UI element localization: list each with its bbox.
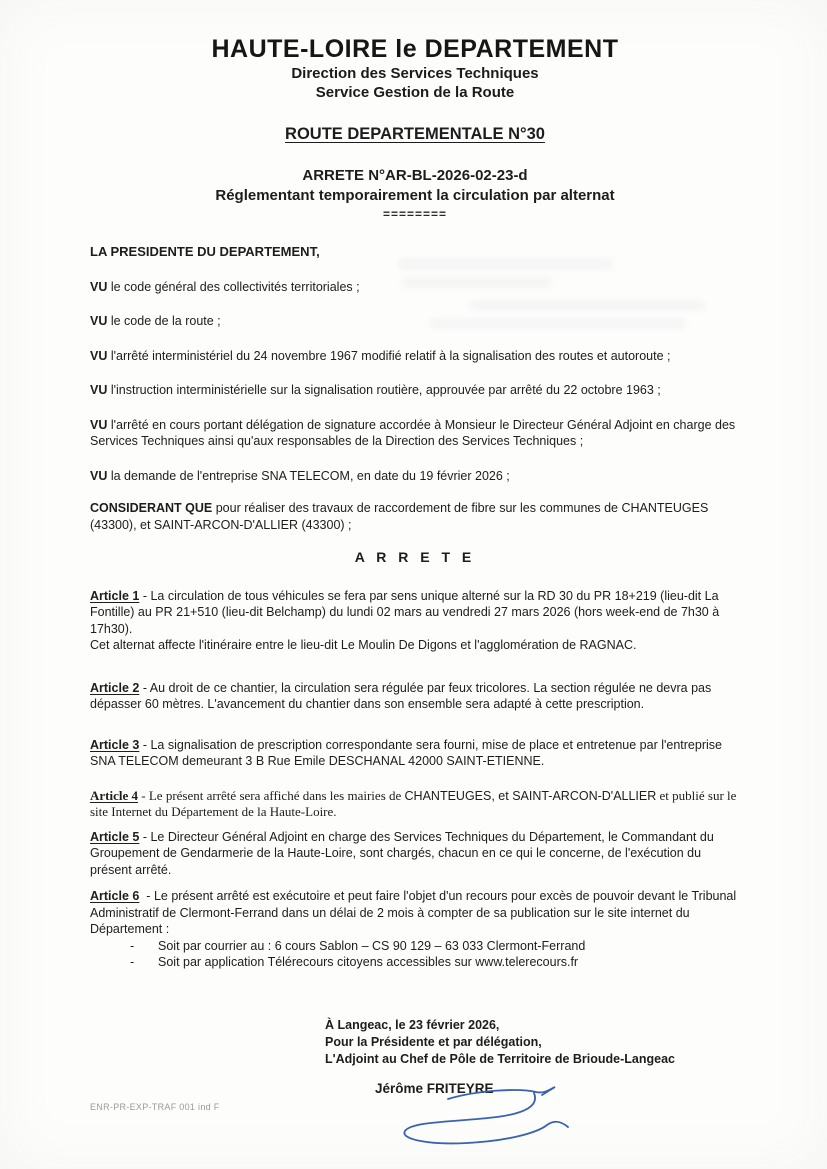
signatory-name: Jérôme FRITEYRE xyxy=(375,1080,494,1096)
vu-prefix: VU xyxy=(90,314,108,328)
article-1 xyxy=(90,588,740,638)
footer-reference: ENR-PR-EXP-TRAF 001 ind F xyxy=(90,1102,220,1112)
bullet-dash: - xyxy=(130,938,135,953)
article-6-label: Article 6 xyxy=(90,889,140,903)
article-4-label: Article 4 xyxy=(90,787,139,803)
article-separator: - xyxy=(142,680,147,695)
article-5 xyxy=(90,829,740,879)
recital-text: la demande de l'entreprise SNA TELECOM, en date du 19 février 2026 ; xyxy=(110,468,510,483)
signature-stroke-loop xyxy=(404,1093,568,1143)
recital-line xyxy=(90,382,740,399)
recital-text: l'instruction interministérielle sur la signalisation routière, approuvée par arrêté du 22 octobre 1963 ; xyxy=(110,383,661,397)
direction-line: Direction des Services Techniques xyxy=(291,65,539,82)
vu-prefix: VU xyxy=(90,383,108,397)
recourse-option-telerecours xyxy=(130,954,740,971)
vu-prefix: VU xyxy=(90,279,108,294)
considering-prefix: CONSIDERANT QUE xyxy=(90,501,213,515)
article-2-label: Article 2 xyxy=(90,680,140,695)
article-3-label: Article 3 xyxy=(90,737,140,752)
decree-number: ARRETE N°AR-BL-2026-02-23-d xyxy=(302,167,528,184)
article-separator: - xyxy=(142,829,147,844)
scan-bleed-artifact xyxy=(430,318,685,329)
article-separator: - xyxy=(141,787,146,803)
handwritten-signature-icon xyxy=(396,1084,574,1150)
delegation-line-2: L'Adjoint au Chef de Pôle de Territoire de Brioude-Langeac xyxy=(325,1051,676,1066)
article-4-text-end: et publié sur le site Internet du Département de la Haute-Loire. xyxy=(90,787,737,819)
decree-subject: Réglementant temporairement la circulation par alternat xyxy=(215,187,615,204)
article-1-continuation: Cet alternat affecte l'itinéraire entre le lieu-dit Le Moulin De Digons et l'agglomération de RAGNAC. xyxy=(90,638,637,652)
article-separator: - xyxy=(142,588,147,603)
article-4-text: Le présent arrêté sera affiché dans les mairies de xyxy=(148,787,405,803)
arrete-heading: A R R E T E xyxy=(354,549,476,565)
signature-stroke-top xyxy=(448,1087,555,1099)
article-4 xyxy=(90,788,740,821)
article-2 xyxy=(90,680,740,713)
article-1-label: Article 1 xyxy=(90,588,140,603)
delegation-line-1: Pour la Présidente et par délégation, xyxy=(325,1034,542,1049)
road-title: ROUTE DEPARTEMENTALE N°30 xyxy=(285,125,545,143)
scan-bleed-artifact xyxy=(470,300,705,311)
article-4-communes: CHANTEUGES, et SAINT-ARCON-D'ALLIER xyxy=(404,788,657,803)
recital-line xyxy=(90,348,740,365)
service-line: Service Gestion de la Route xyxy=(315,84,515,101)
article-2-text: Au droit de ce chantier, la circulation sera régulée par feux tricolores. La section régulée ne devra pas dépasser 60 mètres. L'avancement du chantier dans son ensemble sera adapté à cette prescription. xyxy=(90,680,712,711)
separator-line: ======== xyxy=(382,207,448,221)
recourse-option-mail xyxy=(130,938,740,955)
article-1-text: La circulation de tous véhicules se fera par sens unique alterné sur la RD 30 du PR 18+219 (lieu-dit La Fontille) au PR 21+510 (lieu-dit Belchamp) du lundi 02 mars au vendredi 27 mars 2026 (hors week-end de 7h30 à 17h30). xyxy=(90,588,720,636)
recourse-option-mail-text: Soit par courrier au : 6 cours Sablon – CS 90 129 – 63 033 Clermont-Ferrand xyxy=(158,938,586,953)
recourse-option-telerecours-text: Soit par application Télérecours citoyens accessibles sur www.telerecours.fr xyxy=(158,955,579,969)
recital-text: le code de la route ; xyxy=(110,314,221,328)
article-3-text: La signalisation de prescription correspondante sera fourni, mise de place et entretenue par l'entreprise SNA TELECOM demeurant 3 B Rue Emile DESCHANAL 42000 SAINT-ETIENNE. xyxy=(90,737,722,768)
recital-line xyxy=(90,417,740,450)
opening-line: LA PRESIDENTE DU DEPARTEMENT, xyxy=(90,244,320,259)
considering-text: pour réaliser des travaux de raccordement de fibre sur les communes de CHANTEUGES (43300), et SAINT-ARCON-D'ALLIER (43300) ; xyxy=(90,501,709,532)
scan-bleed-artifact xyxy=(402,277,552,288)
recital-line xyxy=(90,468,740,485)
place-date-line: À Langeac, le 23 février 2026, xyxy=(325,1017,500,1032)
article-3 xyxy=(90,737,740,770)
vu-prefix: VU xyxy=(90,348,108,363)
recital-text: l'arrêté interministériel du 24 novembre 1967 modifié relatif à la signalisation des routes et autoroute ; xyxy=(110,348,671,363)
article-separator: - xyxy=(142,737,147,752)
article-separator: - xyxy=(146,889,151,903)
vu-prefix: VU xyxy=(90,417,108,432)
document-header xyxy=(90,34,740,220)
scan-bleed-artifact xyxy=(398,258,613,270)
article-5-text: Le Directeur Général Adjoint en charge des Services Techniques du Département, le Commandant du Groupement de Gendarmerie de la Haute-Loire, sont chargés, chacun en ce qui le concerne, de l'exécution du présent arrêté. xyxy=(90,829,714,877)
article-5-label: Article 5 xyxy=(90,829,140,844)
bullet-dash: - xyxy=(130,955,135,969)
recital-text: le code général des collectivités territoriales ; xyxy=(110,279,360,294)
vu-prefix: VU xyxy=(90,468,108,483)
article-6 xyxy=(90,888,740,938)
department-title: HAUTE-LOIRE le DEPARTEMENT xyxy=(211,35,619,63)
recital-text: l'arrêté en cours portant délégation de signature accordée à Monsieur le Directeur Général Adjoint en charge des Services Techniques ainsi qu'aux responsables de la Direction des Services Techniques ; xyxy=(90,417,736,448)
article-6-text: Le présent arrêté est exécutoire et peut faire l'objet d'un recours pour excès de pouvoir devant le Tribunal Administratif de Clermont-Ferrand dans un délai de 2 mois à compter de sa publication sur le site internet du Département : xyxy=(90,889,737,936)
considering-line xyxy=(90,500,740,533)
